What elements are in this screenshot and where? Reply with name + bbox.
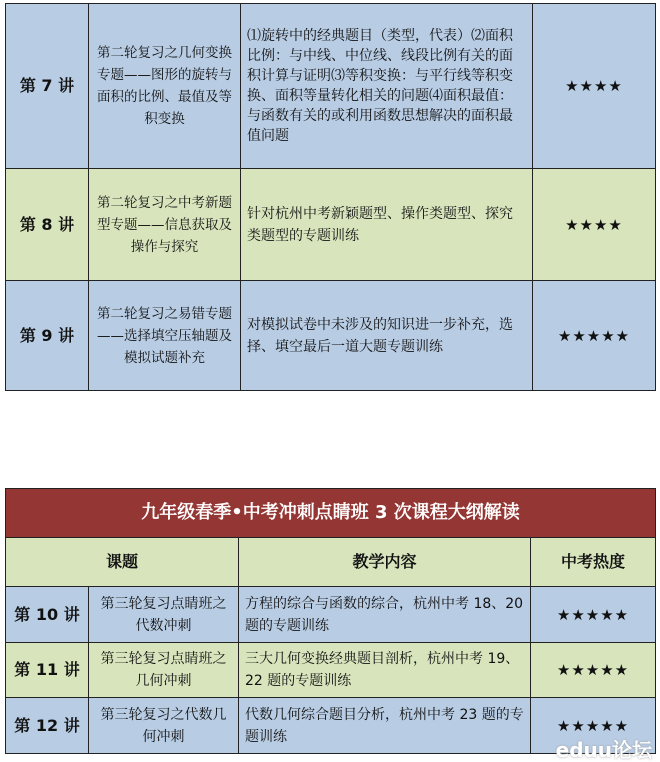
heat-stars: ★★★★★ — [531, 643, 656, 698]
content: ⑴旋转中的经典题目（类型，代表）⑵面积比例：与中线、中位线、线段比例有关的面积计算与证明⑶等积变换：与平行线等积变换、面积等量转化相关的问题⑷面积最值：与函数有关的或利用函数思想解决的面积最值问题 — [241, 4, 533, 169]
table-row — [6, 587, 656, 643]
header-topic: 课题 — [6, 538, 239, 587]
lecture-number: 第 12 讲 — [6, 698, 89, 754]
content: 三大几何变换经典题目剖析，杭州中考 19、22 题的专题训练 — [239, 643, 531, 698]
lecture-number: 第 8 讲 — [6, 169, 89, 281]
content: 代数几何综合题目分析，杭州中考 23 题的专题训练 — [239, 698, 531, 754]
content: 针对杭州中考新颖题型、操作类题型、探究类题型的专题训练 — [241, 169, 533, 281]
topic: 第二轮复习之中考新题型专题——信息获取及操作与探究 — [89, 169, 241, 281]
heat-stars: ★★★★ — [533, 169, 656, 281]
lecture-number: 第 11 讲 — [6, 643, 89, 698]
heat-stars: ★★★★ — [533, 4, 656, 169]
table-row — [6, 643, 656, 698]
heat-stars: ★★★★★ — [533, 281, 656, 391]
topic: 第二轮复习之易错专题——选择填空压轴题及模拟试题补充 — [89, 281, 241, 391]
content: 对模拟试卷中未涉及的知识进一步补充，选择、填空最后一道大题专题训练 — [241, 281, 533, 391]
heat-stars: ★★★★★ — [531, 587, 656, 643]
lecture-number: 第 10 讲 — [6, 587, 89, 643]
lecture-number: 第 9 讲 — [6, 281, 89, 391]
topic: 第二轮复习之几何变换专题——图形的旋转与面积的比例、最值及等积变换 — [89, 4, 241, 169]
lecture-number: 第 7 讲 — [6, 4, 89, 169]
table-title: 九年级春季•中考冲刺点睛班 3 次课程大纲解读 — [6, 489, 656, 538]
content: 方程的综合与函数的综合，杭州中考 18、20 题的专题训练 — [239, 587, 531, 643]
header-content: 教学内容 — [239, 538, 531, 587]
header-heat: 中考热度 — [531, 538, 656, 587]
course-table-part1 — [5, 3, 656, 391]
course-table-part2 — [5, 488, 656, 754]
table-row — [6, 281, 656, 391]
topic: 第三轮复习之代数几何冲刺 — [89, 698, 239, 754]
table-row — [6, 4, 656, 169]
header-row — [6, 538, 656, 587]
topic: 第三轮复习点睛班之代数冲刺 — [89, 587, 239, 643]
topic: 第三轮复习点睛班之几何冲刺 — [89, 643, 239, 698]
watermark-logo: eduu论坛 — [555, 738, 652, 762]
table-row — [6, 169, 656, 281]
heat-stars: ★★★★★ — [531, 698, 656, 754]
